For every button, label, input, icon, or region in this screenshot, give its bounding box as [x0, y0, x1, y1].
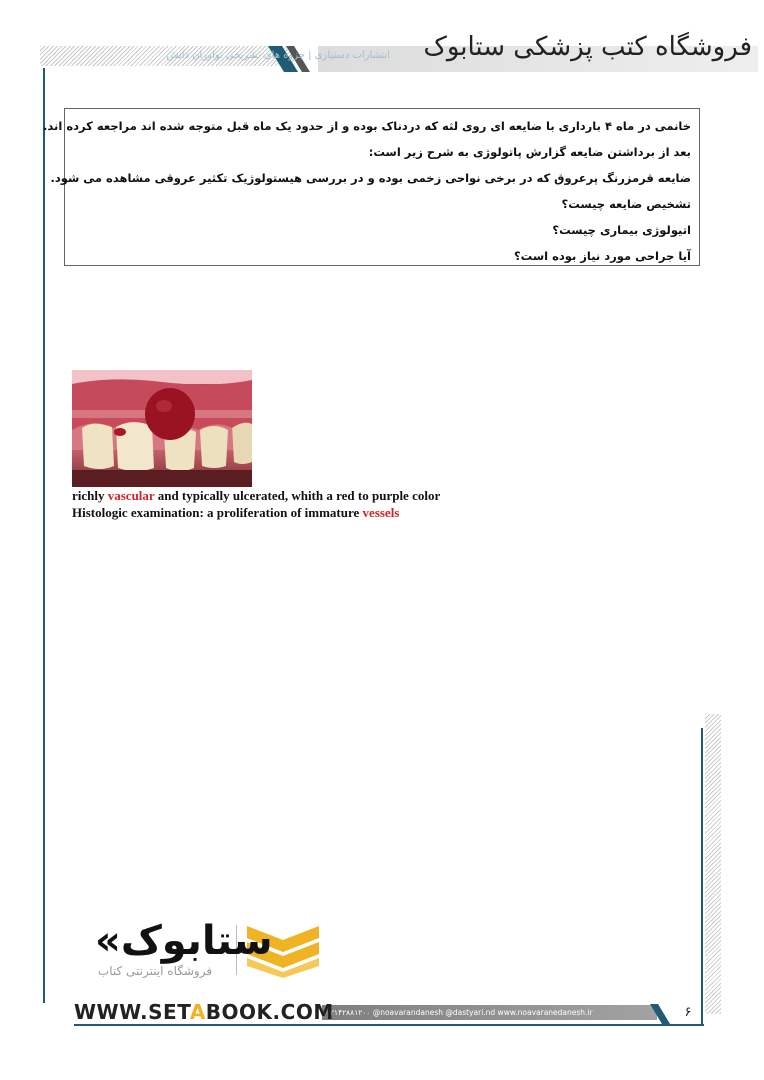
clinical-photo: [72, 370, 252, 487]
url-text: WWW.SET: [74, 1000, 190, 1024]
caption-highlight: vascular: [107, 488, 155, 503]
question-line: ضایعه قرمزرنگ پرعروق که در برخی نواحی زخمی بوده و در بررسی هیستولوژیک تکثیر عروقی مشاهده می شود.: [50, 171, 691, 185]
logo-wordmark: «ستابوک: [95, 918, 273, 964]
footer-chevron: [648, 1002, 676, 1026]
question-line: آیا جراحی مورد نیاز بوده است؟: [513, 249, 691, 263]
question-line: تشخیص ضایعه چیست؟: [561, 197, 691, 211]
question-line: بعد از برداشتن ضایعه گزارش پاتولوژی به شرح زیر است:: [368, 145, 691, 159]
question-line: اتیولوژی بیماری چیست؟: [552, 223, 691, 237]
caption-highlight: vessels: [362, 505, 400, 520]
footer-border: [74, 1024, 704, 1026]
page-title: فروشگاه کتب پزشکی ستابوک: [423, 32, 752, 62]
right-border: [701, 728, 703, 1024]
header-faint-text: انتشارات دستیاری | جزوه های تشریحی نوآوران دانش: [166, 50, 390, 61]
caption-text: richly: [72, 488, 108, 503]
left-border: [43, 68, 45, 1003]
caption-text: and typically ulcerated, whith a red to purple color: [154, 488, 441, 503]
website-url: [74, 999, 334, 1025]
footer-contacts: ۰۲۱۴۲۸۸۱۲۰۰ @noavarandanesh @dastyari.nd www.noavaranedanesh.ir: [326, 1008, 593, 1017]
url-text-accent: A: [189, 1000, 206, 1024]
caption-line-1: [72, 488, 632, 504]
caption-line-2: [72, 505, 632, 521]
url-text: BOOK.COM: [205, 1000, 334, 1024]
page-number: ۶: [684, 1005, 692, 1020]
question-box: [43, 108, 700, 266]
question-line: خانمی در ماه ۴ بارداری با ضایعه ای روی لثه که دردناک بوده و از حدود یک ماه قبل متوجه شده اند مراجعه کرده اند.: [43, 119, 691, 133]
right-decoration: [705, 714, 721, 1014]
logo-tagline: فروشگاه اینترنتی کتاب: [97, 964, 213, 978]
caption-text: Histologic examination: a proliferation of immature: [72, 505, 363, 520]
